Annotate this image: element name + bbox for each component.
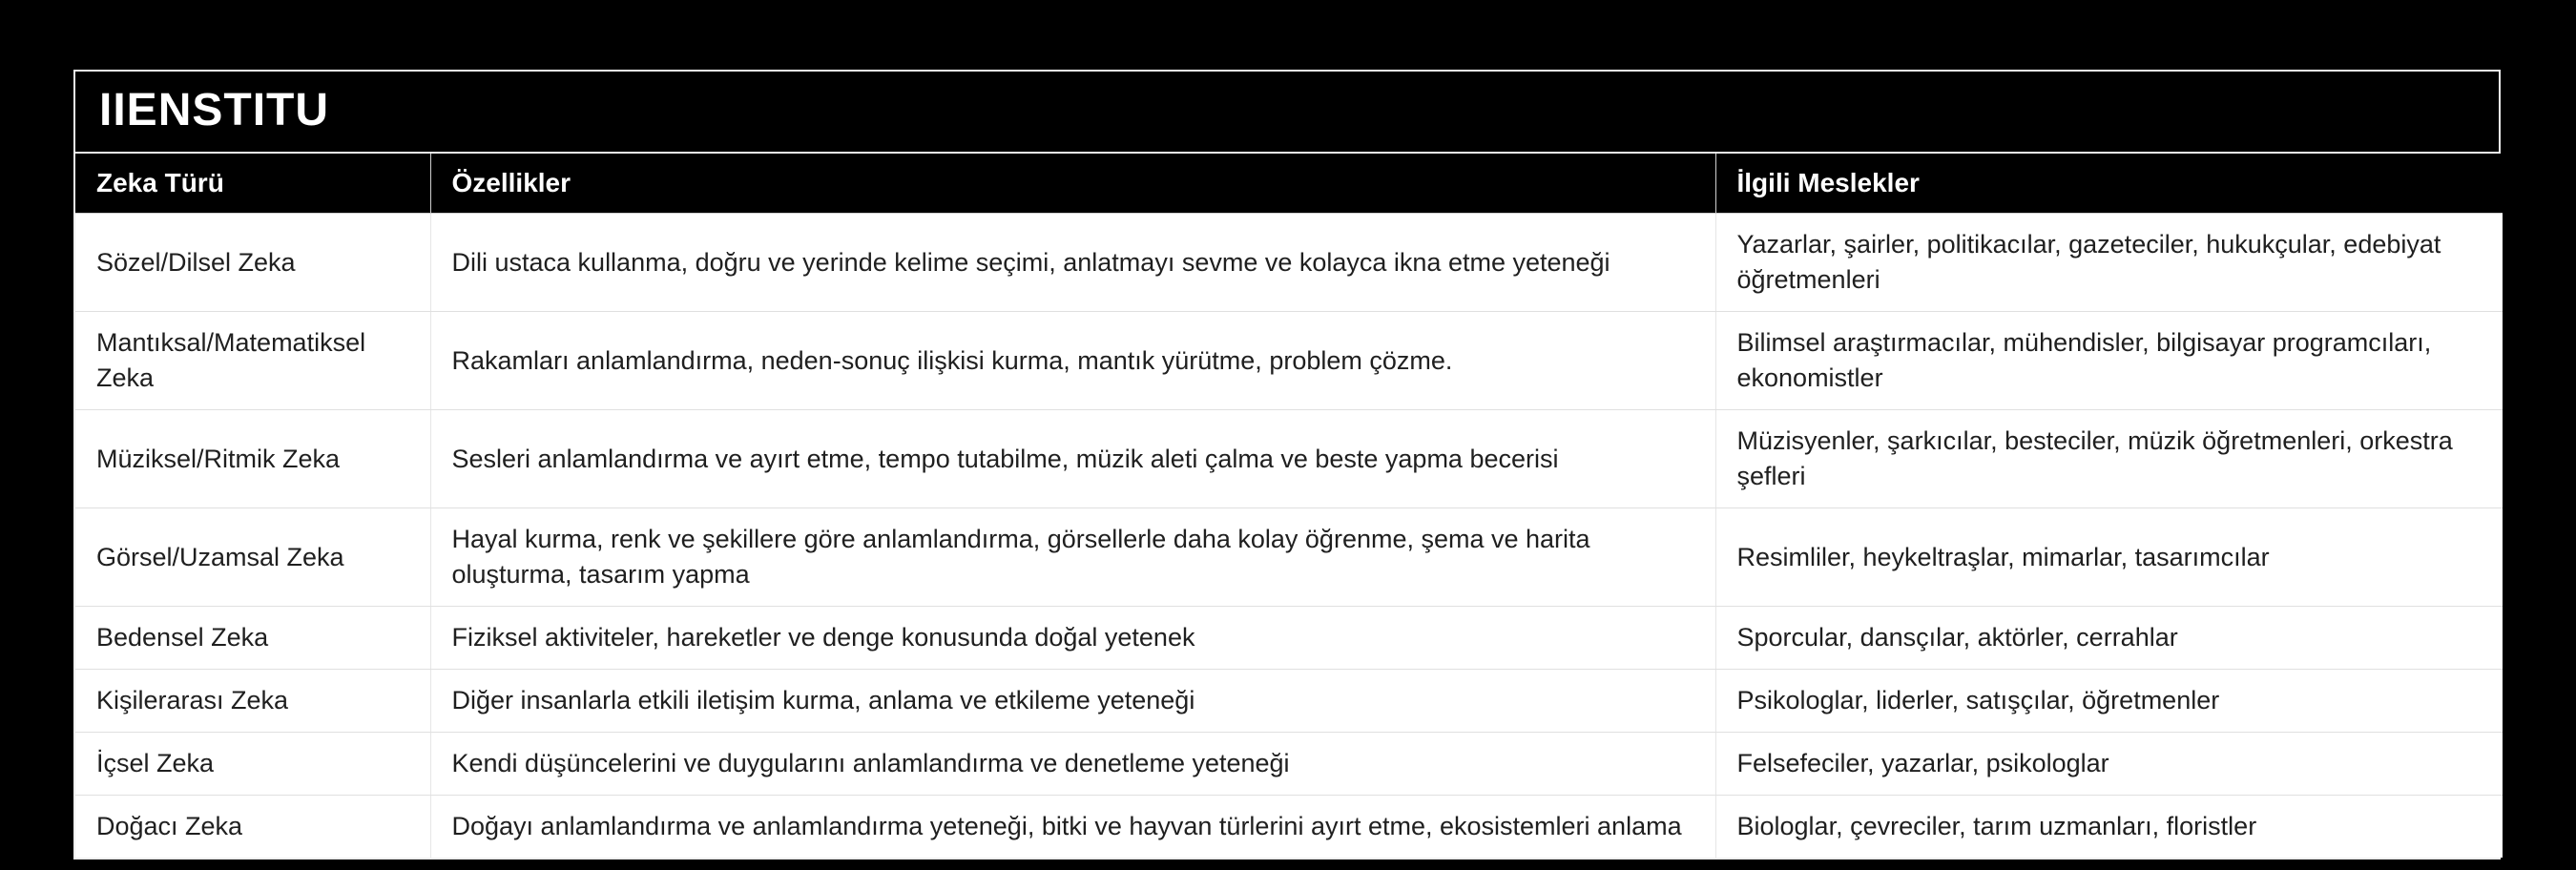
table-header: [75, 154, 2503, 214]
table-row: [75, 214, 2503, 312]
cell-intelligence-type: Mantıksal/Matematiksel Zeka: [75, 312, 430, 410]
table-row: [75, 796, 2503, 859]
table-row: [75, 508, 2503, 607]
table-body: [75, 214, 2503, 859]
cell-intelligence-type: Sözel/Dilsel Zeka: [75, 214, 430, 312]
cell-intelligence-type: Kişilerarası Zeka: [75, 670, 430, 733]
cell-features: Dili ustaca kullanma, doğru ve yerinde kelime seçimi, anlatmayı sevme ve kolayca ikna etme yeteneği: [430, 214, 1715, 312]
cell-professions: Psikologlar, liderler, satışçılar, öğretmenler: [1715, 670, 2503, 733]
header-cell-features: Özellikler: [430, 154, 1715, 214]
intelligence-table: [75, 154, 2503, 858]
cell-features: Doğayı anlamlandırma ve anlamlandırma yeteneği, bitki ve hayvan türlerini ayırt etme, ekosistemleri anlama: [430, 796, 1715, 859]
table-row: [75, 607, 2503, 670]
table-title: IIENSTITU: [75, 72, 2499, 154]
cell-intelligence-type: Doğacı Zeka: [75, 796, 430, 859]
intelligence-table-card: [73, 70, 2501, 860]
header-cell-intelligence-type: Zeka Türü: [75, 154, 430, 214]
cell-professions: Biologlar, çevreciler, tarım uzmanları, floristler: [1715, 796, 2503, 859]
cell-professions: Bilimsel araştırmacılar, mühendisler, bilgisayar programcıları, ekonomistler: [1715, 312, 2503, 410]
header-row: [75, 154, 2503, 214]
cell-professions: Resimliler, heykeltraşlar, mimarlar, tasarımcılar: [1715, 508, 2503, 607]
table-row: [75, 410, 2503, 508]
cell-features: Hayal kurma, renk ve şekillere göre anlamlandırma, görsellerle daha kolay öğrenme, şema ve harita oluşturma, tasarım yapma: [430, 508, 1715, 607]
table-row: [75, 670, 2503, 733]
cell-features: Rakamları anlamlandırma, neden-sonuç ilişkisi kurma, mantık yürütme, problem çözme.: [430, 312, 1715, 410]
cell-professions: Sporcular, dansçılar, aktörler, cerrahlar: [1715, 607, 2503, 670]
cell-intelligence-type: İçsel Zeka: [75, 733, 430, 796]
cell-features: Sesleri anlamlandırma ve ayırt etme, tempo tutabilme, müzik aleti çalma ve beste yapma becerisi: [430, 410, 1715, 508]
table-row: [75, 312, 2503, 410]
cell-intelligence-type: Bedensel Zeka: [75, 607, 430, 670]
cell-professions: Felsefeciler, yazarlar, psikologlar: [1715, 733, 2503, 796]
cell-features: Fiziksel aktiviteler, hareketler ve denge konusunda doğal yetenek: [430, 607, 1715, 670]
cell-professions: Yazarlar, şairler, politikacılar, gazeteciler, hukukçular, edebiyat öğretmenleri: [1715, 214, 2503, 312]
table-row: [75, 733, 2503, 796]
cell-professions: Müzisyenler, şarkıcılar, besteciler, müzik öğretmenleri, orkestra şefleri: [1715, 410, 2503, 508]
cell-intelligence-type: Müziksel/Ritmik Zeka: [75, 410, 430, 508]
header-cell-professions: İlgili Meslekler: [1715, 154, 2503, 214]
cell-features: Kendi düşüncelerini ve duygularını anlamlandırma ve denetleme yeteneği: [430, 733, 1715, 796]
cell-intelligence-type: Görsel/Uzamsal Zeka: [75, 508, 430, 607]
cell-features: Diğer insanlarla etkili iletişim kurma, anlama ve etkileme yeteneği: [430, 670, 1715, 733]
